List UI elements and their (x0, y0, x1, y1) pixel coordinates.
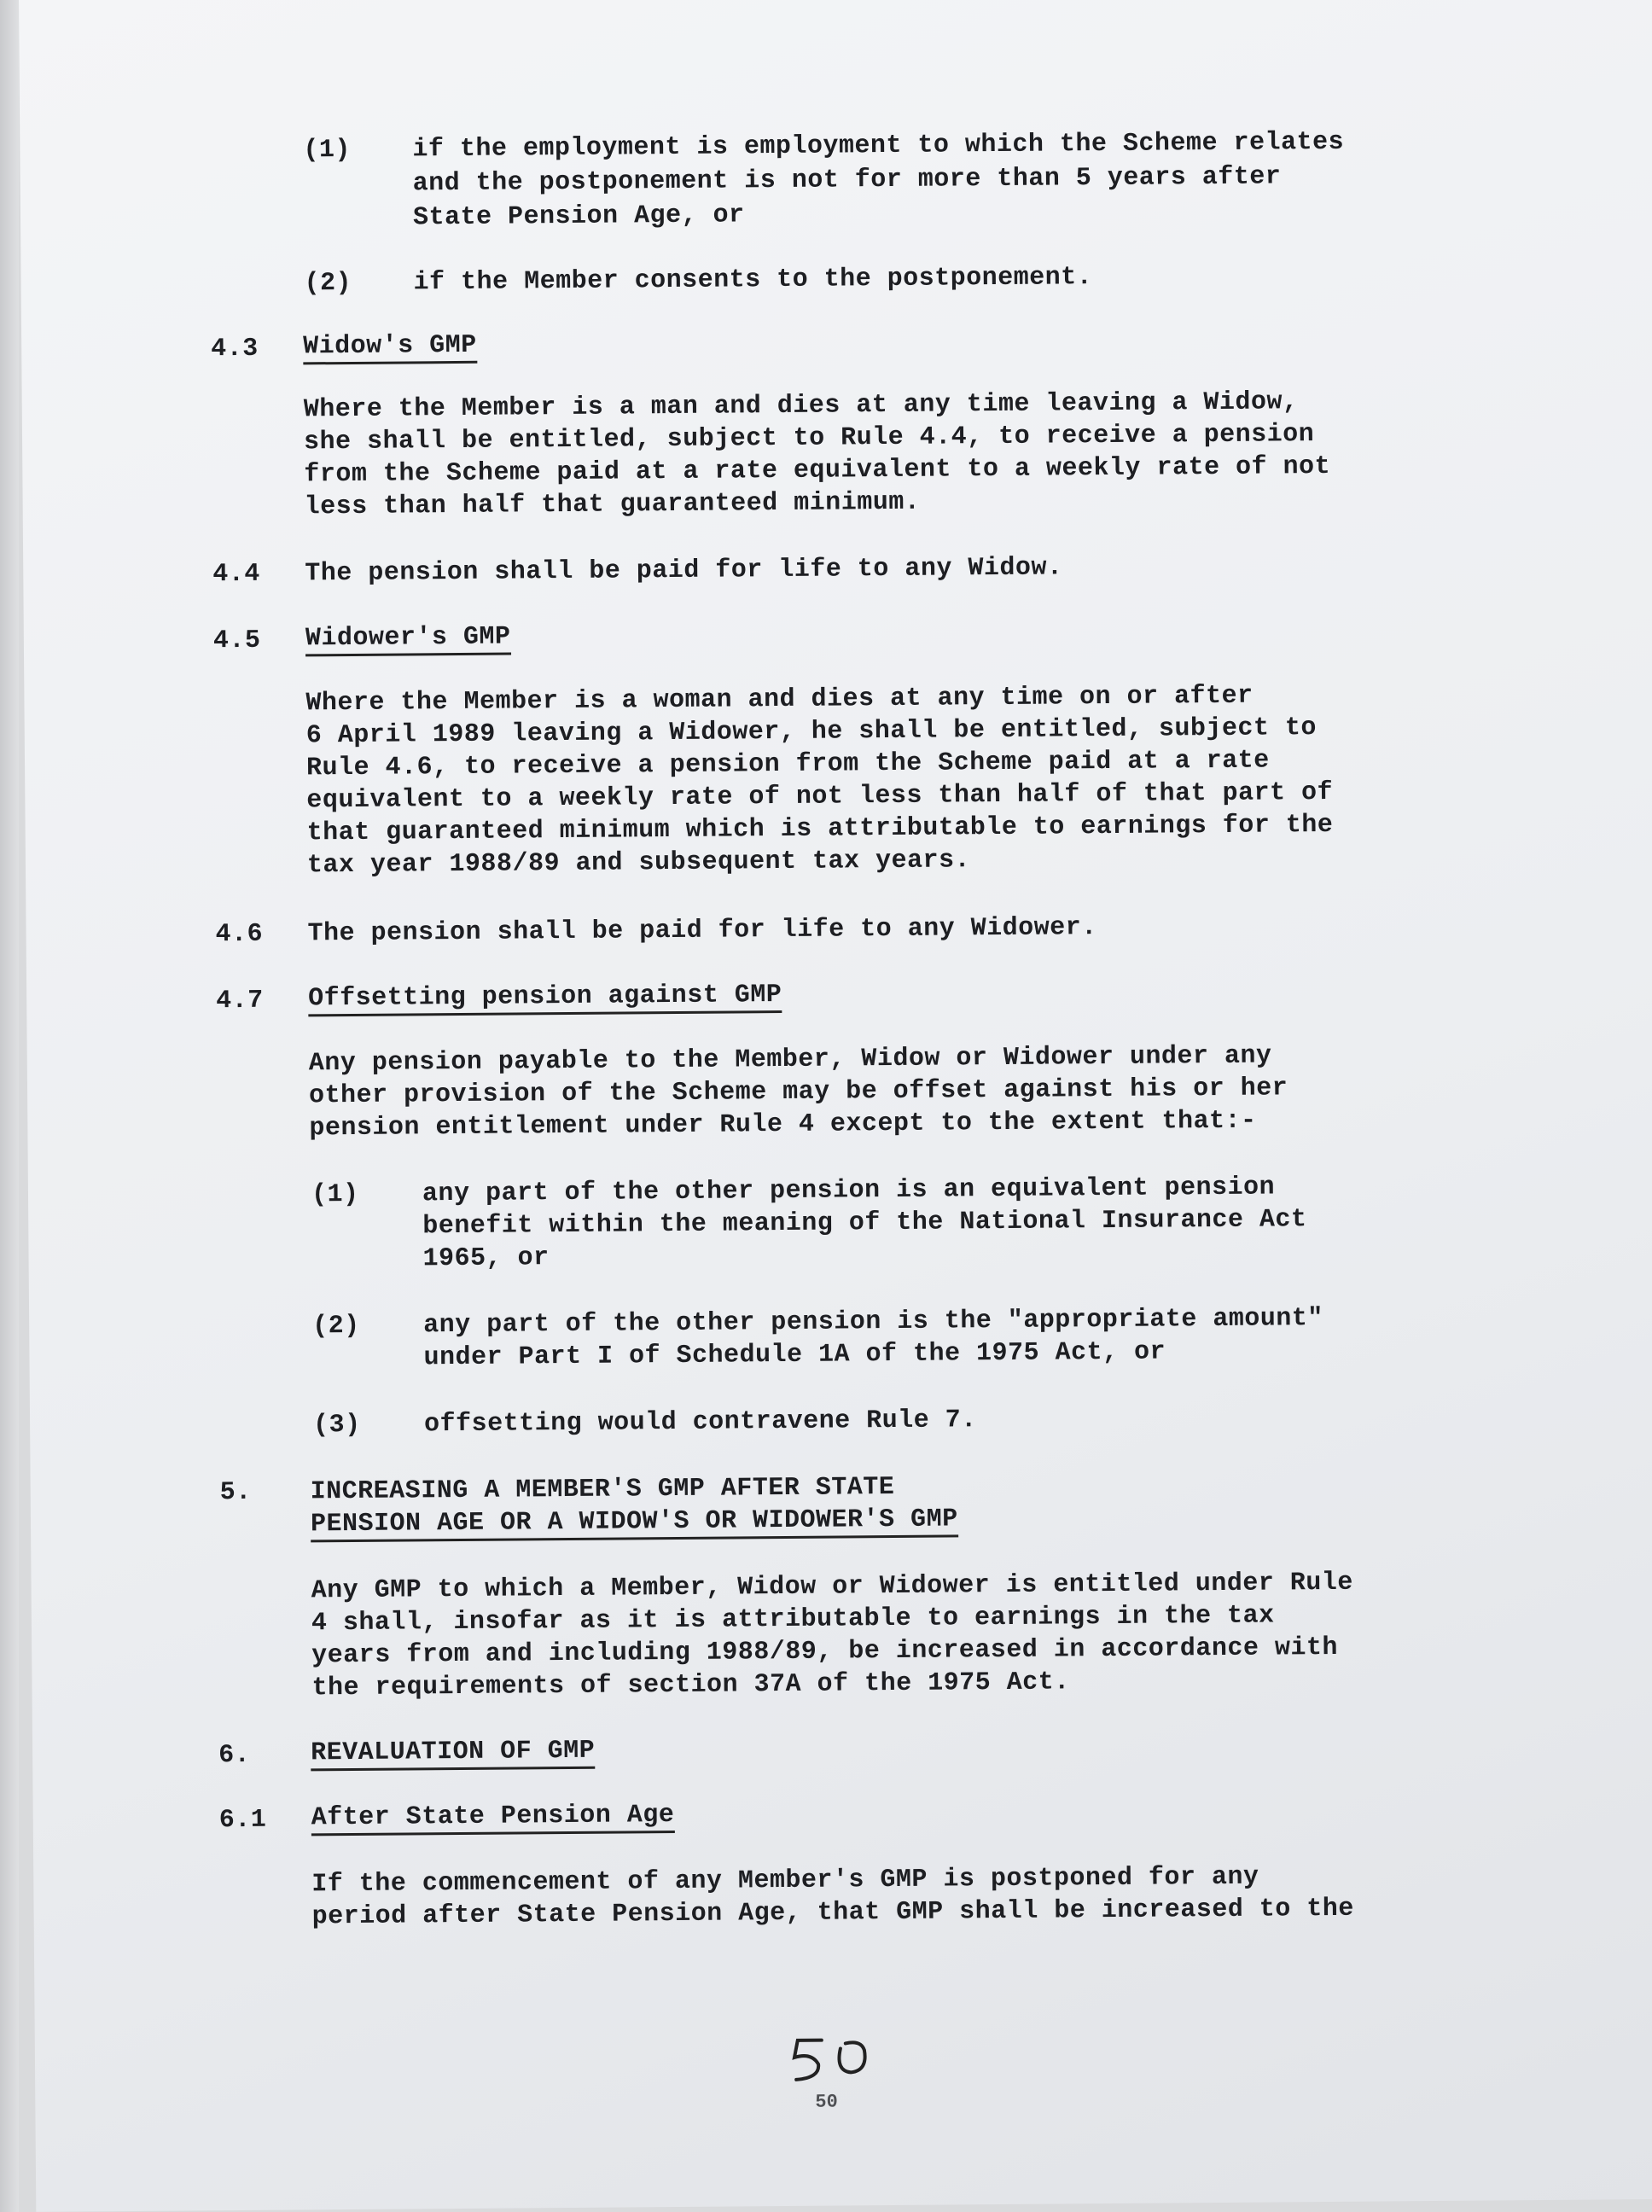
section-6-1-heading: After State Pension Age (311, 1801, 675, 1836)
section-5-heading-line-2: PENSION AGE OR A WIDOW'S OR WIDOWER'S GMP (311, 1505, 958, 1542)
section-5-line-2: 4 shall, insofar as it is attributable to earnings in the tax (311, 1601, 1275, 1639)
item-2-line-2: under Part I of Schedule 1A of the 1975 Act, or (423, 1337, 1166, 1373)
section-4-3-line-4: less than half that guaranteed minimum. (304, 487, 921, 522)
item-1-label: (1) (311, 1179, 359, 1210)
handwritten-page-number (786, 2031, 889, 2092)
clause-2-line-1: if the Member consents to the postponement. (413, 263, 1093, 298)
item-1-line-1: any part of the other pension is an equivalent pension (422, 1173, 1276, 1209)
section-4-5-line-4: equivalent to a weekly rate of not less than half of that part of (306, 777, 1334, 816)
section-4-5-line-2: 6 April 1989 leaving a Widower, he shall be entitled, subject to (305, 713, 1318, 751)
clause-1-line-2: and the postponement is not for more than 5 years after (412, 162, 1282, 199)
section-4-5-line-3: Rule 4.6, to receive a pension from the Scheme paid at a rate (305, 746, 1270, 783)
section-5-number: 5. (219, 1477, 252, 1508)
page-edge-shadow (0, 0, 19, 2212)
item-2-line-1: any part of the other pension is the "appropriate amount" (423, 1304, 1323, 1341)
item-1-line-2: benefit within the meaning of the National Insurance Act (422, 1205, 1307, 1242)
clause-1-line-1: if the employment is employment to which the Scheme relates (412, 127, 1345, 165)
section-5-line-4: the requirements of section 37A of the 1975 Act. (311, 1668, 1070, 1703)
section-4-4-text: The pension shall be paid for life to any Widow. (305, 553, 1063, 589)
section-4-5-line-6: tax year 1988/89 and subsequent tax years. (306, 846, 971, 881)
section-4-5-number: 4.5 (212, 626, 261, 656)
section-6-1-line-2: period after State Pension Age, that GMP shall be increased to the (311, 1894, 1354, 1932)
section-4-7-line-3: pension entitlement under Rule 4 except to the extent that:- (309, 1106, 1257, 1144)
section-4-7-line-1: Any pension payable to the Member, Widow or Widower under any (308, 1041, 1272, 1079)
section-6-1-line-1: If the commencement of any Member's GMP is postponed for any (311, 1862, 1259, 1900)
printed-page-number: 50 (815, 2091, 838, 2113)
section-4-7-heading: Offsetting pension against GMP (308, 981, 782, 1016)
section-6-number: 6. (218, 1740, 251, 1771)
section-5-heading-line-1: INCREASING A MEMBER'S GMP AFTER STATE (310, 1472, 895, 1507)
clause-1-label: (1) (303, 135, 352, 166)
section-4-4-number: 4.4 (212, 559, 260, 590)
section-4-6-text: The pension shall be paid for life to any Widower. (307, 913, 1097, 949)
section-6-heading: REVALUATION OF GMP (311, 1737, 595, 1772)
section-4-5-line-1: Where the Member is a woman and dies at any time on or after (305, 681, 1254, 719)
section-4-6-number: 4.6 (215, 919, 264, 950)
section-4-5-line-5: that guaranteed minimum which is attributable to earnings for the (306, 810, 1334, 848)
section-4-3-line-2: she shall be entitled, subject to Rule 4.4, to receive a pension (303, 420, 1315, 457)
section-5-line-1: Any GMP to which a Member, Widow or Widower is entitled under Rule (311, 1568, 1353, 1606)
section-4-7-line-2: other provision of the Scheme may be offset against his or her (308, 1074, 1288, 1111)
item-3-line-1: offsetting would contravene Rule 7. (423, 1406, 977, 1440)
section-4-5-heading: Widower's GMP (305, 622, 511, 656)
item-3-label: (3) (312, 1410, 361, 1441)
document-page (19, 0, 1652, 2212)
clause-2-label: (2) (304, 268, 352, 299)
item-1-line-3: 1965, or (422, 1243, 550, 1274)
section-4-7-number: 4.7 (216, 986, 264, 1016)
section-4-3-heading: Widow's GMP (303, 331, 477, 365)
section-5-line-3: years from and including 1988/89, be increased in accordance with (311, 1633, 1339, 1671)
clause-1-line-3: State Pension Age, or (412, 201, 745, 233)
section-4-3-line-1: Where the Member is a man and dies at any time leaving a Widow, (303, 387, 1299, 425)
section-4-3-line-3: from the Scheme paid at a rate equivalent to a weekly rate of not (304, 451, 1331, 490)
item-2-label: (2) (312, 1311, 360, 1342)
section-6-1-number: 6.1 (218, 1805, 267, 1836)
section-4-3-number: 4.3 (211, 334, 259, 364)
